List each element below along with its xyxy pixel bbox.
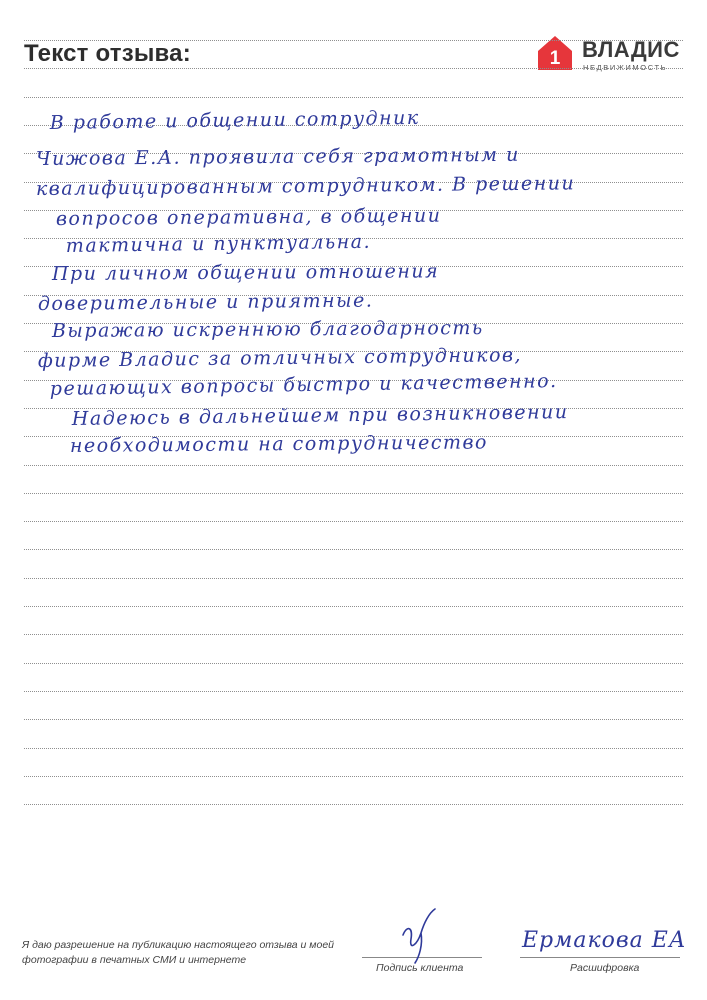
review-line: В работе и общении сотрудник <box>49 106 420 134</box>
review-line: Выражаю искреннюю благодарность <box>51 316 484 342</box>
publication-permission-text: Я даю разрешение на публикацию настоящего отзыва и моей фотографии в печатных СМИ и интернете <box>22 939 335 966</box>
review-line: доверительные и приятные. <box>37 289 374 315</box>
decode-underline <box>520 957 680 958</box>
review-line: решающих вопросы быстро и качественно. <box>49 370 558 400</box>
review-line: фирме Владис за отличных сотрудников, <box>37 344 523 372</box>
review-line: тактична и пунктуальна. <box>65 230 372 257</box>
review-line: квалифицированным сотрудником. В решении <box>35 172 576 200</box>
decode-label: Расшифровка <box>570 962 640 974</box>
signature-label: Подпись клиента <box>376 962 464 974</box>
signature-decode-value: Ермакова ЕА <box>522 928 687 953</box>
logo-brand-subtitle: НЕДВИЖИМОСТЬ <box>583 63 668 72</box>
review-line: При личном общении отношения <box>51 260 440 285</box>
review-line: необходимости на сотрудничество <box>69 431 489 457</box>
logo-badge-number: 1 <box>549 48 561 69</box>
review-line: Чижова Е.А. проявила себя грамотным и <box>35 143 520 170</box>
client-signature <box>395 905 445 965</box>
review-line: вопросов оперативна, в общении <box>55 204 442 230</box>
logo-brand-name: ВЛАДИС <box>582 37 680 62</box>
page-title: Текст отзыва: <box>24 40 191 67</box>
review-line: Надеюсь в дальнейшем при возникновении <box>71 401 569 430</box>
